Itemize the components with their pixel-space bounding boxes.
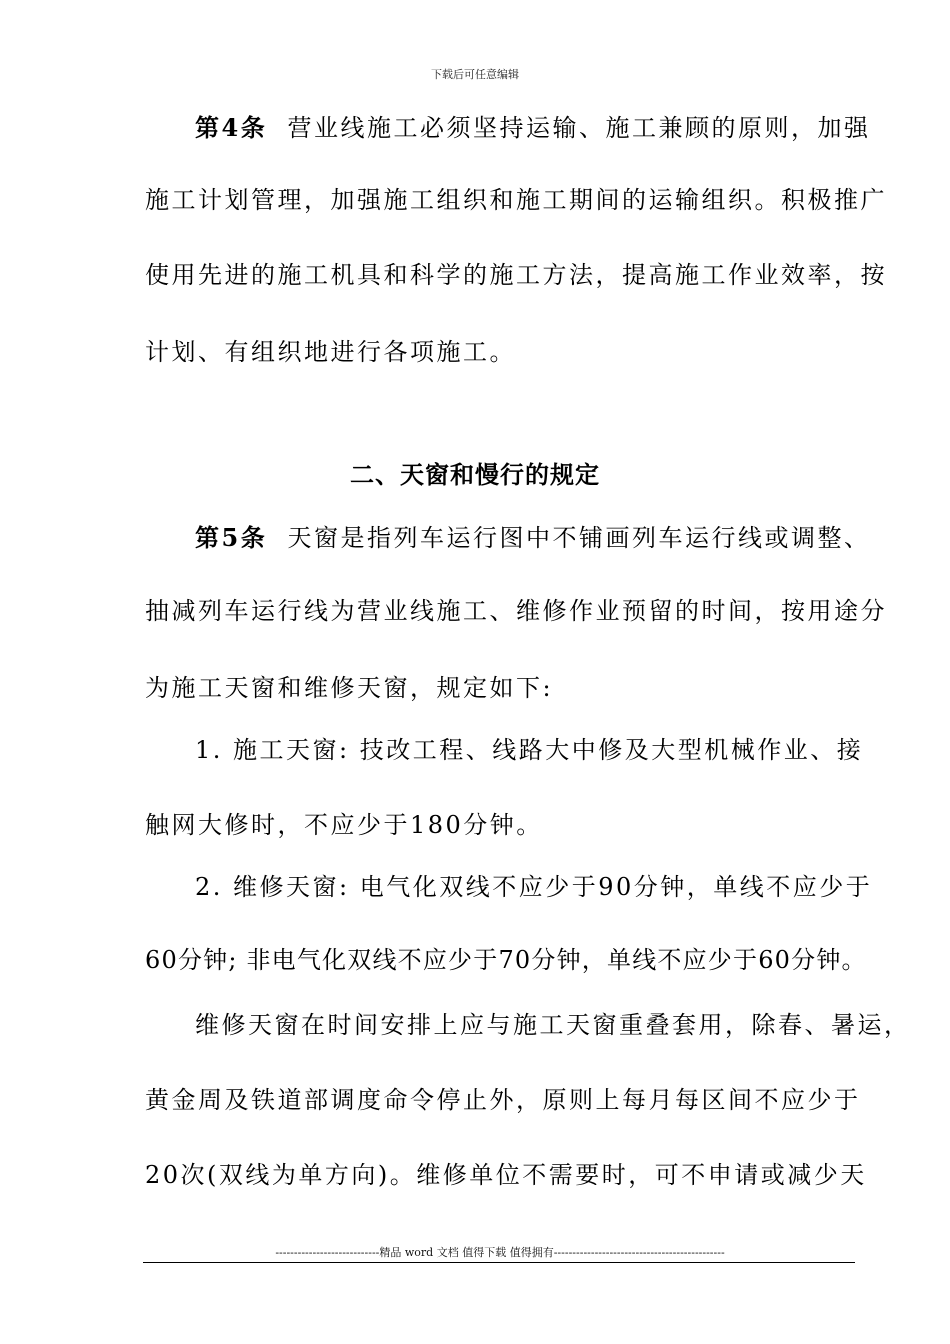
item2-line2: 60分钟; 非电气化双线不应少于70分钟，单线不应少于60分钟。 bbox=[145, 946, 867, 974]
article5-line3: 为施工天窗和维修天窗，规定如下: bbox=[145, 674, 554, 702]
article4-label: 第4条 bbox=[195, 113, 268, 142]
page-footer: ----------------------------精品 word 文档 值得下载 值得拥有---------------------------------------------- bbox=[275, 1246, 725, 1259]
article4-line3: 使用先进的施工机具和科学的施工方法，提高施工作业效率，按 bbox=[145, 261, 887, 289]
article4-text-line1: 营业线施工必须坚持运输、施工兼顾的原则，加强 bbox=[287, 114, 871, 142]
article5-text-line1: 天窗是指列车运行图中不铺画列车运行线或调整、 bbox=[287, 524, 871, 552]
paragraph-line2: 黄金周及铁道部调度命令停止外，原则上每月每区间不应少于 bbox=[145, 1086, 861, 1114]
item1-line2: 触网大修时，不应少于180分钟。 bbox=[145, 811, 543, 839]
paragraph-line1: 维修天窗在时间安排上应与施工天窗重叠套用，除春、暑运， bbox=[195, 1011, 911, 1039]
article5-label: 第5条 bbox=[195, 523, 268, 552]
paragraph-line3: 20次(双线为单方向)。维修单位不需要时，可不申请或减少天 bbox=[145, 1161, 867, 1189]
article5-line1 bbox=[195, 523, 915, 553]
footer-rule bbox=[143, 1262, 855, 1263]
article4-line2: 施工计划管理，加强施工组织和施工期间的运输组织。积极推广 bbox=[145, 186, 887, 214]
section-heading: 二、天窗和慢行的规定 bbox=[350, 460, 600, 489]
article5-line2: 抽减列车运行线为营业线施工、维修作业预留的时间，按用途分 bbox=[145, 597, 887, 625]
item1-line1: 1. 施工天窗: 技改工程、线路大中修及大型机械作业、接 bbox=[195, 736, 864, 764]
article4-line1 bbox=[195, 113, 915, 143]
item2-line1: 2. 维修天窗: 电气化双线不应少于90分钟，单线不应少于 bbox=[195, 873, 873, 901]
article4-line4: 计划、有组织地进行各项施工。 bbox=[145, 338, 516, 366]
page-header-note: 下载后可任意编辑 bbox=[431, 68, 519, 81]
